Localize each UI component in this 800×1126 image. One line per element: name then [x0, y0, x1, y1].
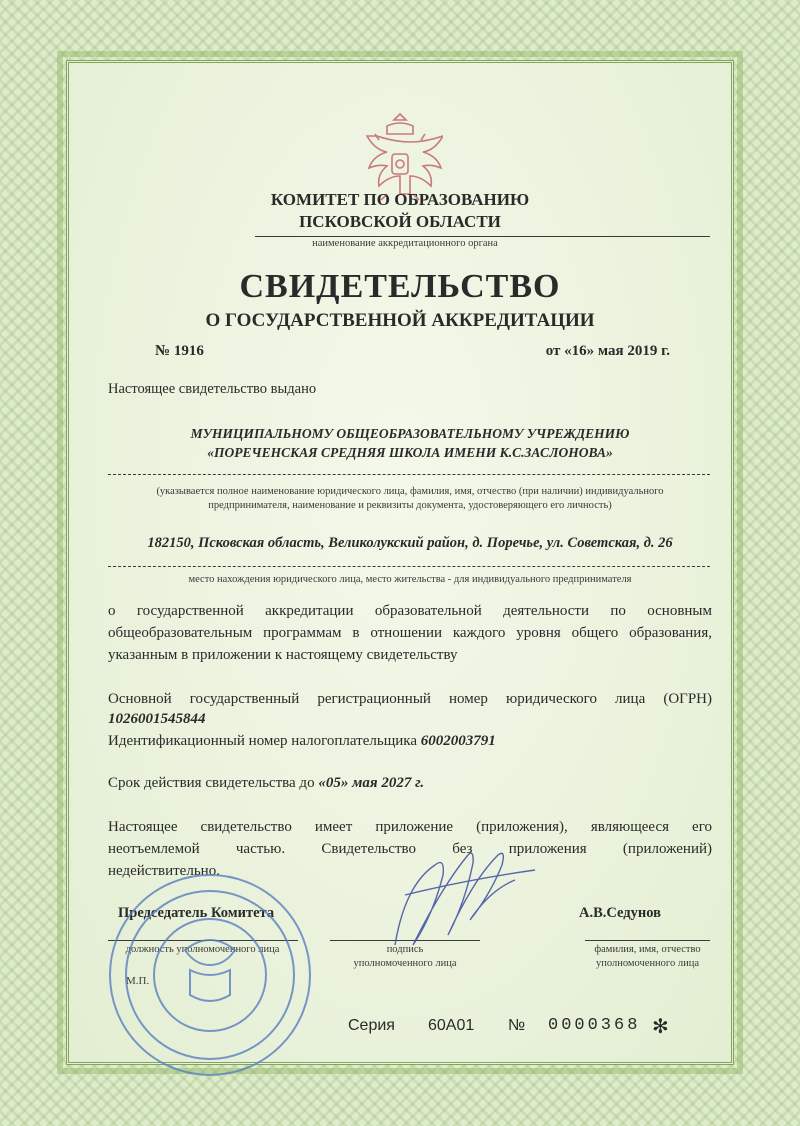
issuer-rule: [255, 236, 710, 237]
inn-row: [108, 730, 496, 752]
validity-row: [108, 772, 424, 794]
certificate-number: № 1916: [155, 343, 204, 359]
series-label: Серия: [348, 1017, 395, 1034]
signatory-position: Председатель Комитета: [118, 905, 275, 921]
position-caption: должность уполномоченного лица: [125, 944, 280, 955]
name-caption-2: уполномоченного лица: [595, 958, 699, 969]
ogrn-value: 1026001545844: [108, 711, 206, 727]
inn-value: 6002003791: [420, 733, 496, 749]
series-number: 0000368: [548, 1016, 641, 1035]
series-asterisk-mark: ✻: [652, 1016, 669, 1038]
document-title: СВИДЕТЕЛЬСТВО: [239, 268, 561, 305]
organization-caption-2: предпринимателя, наименование и реквизиты документа, удостоверяющего его личность): [208, 500, 612, 511]
validity-value: «05» мая 2027 г.: [318, 775, 425, 791]
address-rule: [108, 566, 710, 567]
name-caption-1: фамилия, имя, отчество: [594, 944, 701, 955]
name-rule: [585, 940, 710, 941]
accreditation-text-line-3: указанным в приложении к настоящему свидетельству: [108, 647, 458, 663]
issued-to-label: Настоящее свидетельство выдано: [108, 381, 317, 397]
organization-caption-1: (указывается полное наименование юридического лица, фамилия, имя, отчество (при наличии) индивидуального: [156, 486, 664, 497]
appendix-note-line-3: недействительно.: [108, 863, 220, 879]
address-value: 182150, Псковская область, Великолукский район, д. Поречье, ул. Советская, д. 26: [147, 535, 673, 551]
seal-placeholder-label: М.П.: [126, 975, 150, 987]
coat-of-arms-emblem: [357, 110, 443, 202]
organization-rule: [108, 474, 710, 475]
document-subtitle: О ГОСУДАРСТВЕННОЙ АККРЕДИТАЦИИ: [205, 310, 595, 331]
certificate-date: от «16» мая 2019 г.: [545, 343, 670, 359]
appendix-note-line-2: неотъемлемой частью. Свидетельство без приложения (приложений): [108, 841, 712, 857]
appendix-note-line-1: Настоящее свидетельство имеет приложение (приложения), являющееся его: [108, 819, 712, 835]
issuer-line-2: ПСКОВСКОЙ ОБЛАСТИ: [299, 212, 501, 231]
signature-caption-1: подпись: [386, 944, 424, 955]
signatory-name: А.В.Седунов: [579, 905, 661, 921]
issuer-caption: наименование аккредитационного органа: [312, 238, 498, 249]
ogrn-label: Основной государственный регистрационный номер юридического лица (ОГРН): [108, 691, 712, 707]
series-value: 60А01: [428, 1017, 475, 1034]
accreditation-text-line-2: общеобразовательным программам в отношении каждого уровня общего образования,: [108, 625, 712, 641]
organization-line-2: «ПОРЕЧЕНСКАЯ СРЕДНЯЯ ШКОЛА ИМЕНИ К.С.ЗАСЛОНОВА»: [207, 445, 613, 460]
issuer-line-1: КОМИТЕТ ПО ОБРАЗОВАНИЮ: [270, 190, 530, 209]
handwritten-signature: [375, 835, 565, 965]
validity-label: Срок действия свидетельства до: [108, 775, 315, 791]
series-number-label: №: [508, 1017, 526, 1034]
signature-caption-2: уполномоченного лица: [353, 958, 457, 969]
address-caption: место нахождения юридического лица, место жительства - для индивидуального предпринимателя: [188, 574, 632, 585]
inn-label: Идентификационный номер налогоплательщика: [108, 733, 418, 749]
accreditation-text-line-1: о государственной аккредитации образовательной деятельности по основным: [108, 603, 712, 619]
organization-line-1: МУНИЦИПАЛЬНОМУ ОБЩЕОБРАЗОВАТЕЛЬНОМУ УЧРЕЖДЕНИЮ: [190, 426, 630, 441]
